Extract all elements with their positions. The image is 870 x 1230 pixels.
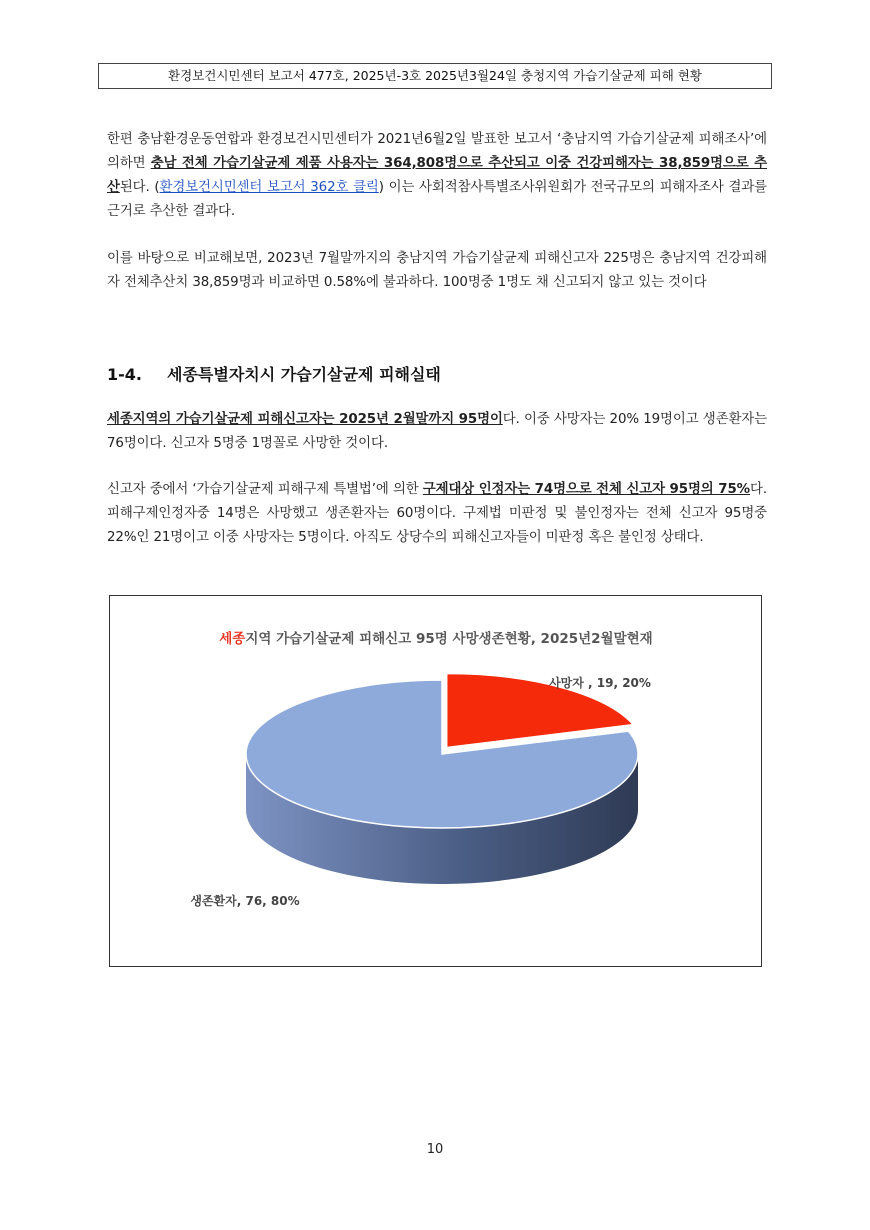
para4-text-1: 신고자 중에서 ‘가습기살균제 피해구제 특별법’에 의한 xyxy=(107,482,423,497)
section-heading xyxy=(107,362,441,385)
chart-title xyxy=(219,630,652,647)
section-title: 세종특별자치시 가습기살균제 피해실태 xyxy=(167,365,441,384)
page-number: 10 xyxy=(426,1142,444,1157)
chart-title-rest: 지역 가습기살균제 피해신고 95명 사망생존현황, 2025년2월말현재 xyxy=(245,631,653,647)
pie-chart-svg xyxy=(110,596,763,968)
slice-label-survivor: 생존환자, 76, 80% xyxy=(190,894,300,908)
paragraph-sejong-reports xyxy=(107,408,767,456)
para1-bold-estimate: 충남 전체 가습기살균제 제품 사용자는 364,808명으로 추산되고 이중 건강피해자는 38,859명으로 추산 xyxy=(107,156,768,195)
para1-text-1: 한편 충남환경운동연합과 환경보건시민센터가 2021년6월2일 발표한 보고서 ‘충남지역 가습기살균제 피해조사’에 의하면 xyxy=(107,132,767,171)
para1-text-3: ) 이는 사회적참사특별조사위원회가 전국규모의 피해자조사 결과를 근거로 추산한 결과다. xyxy=(107,180,768,219)
report-362-link[interactable]: 환경보건시민센터 보고서 362호 클릭 xyxy=(159,180,379,195)
section-number: 1-4. xyxy=(107,365,142,384)
para4-text-2: 다. 피해구제인정자중 14명은 사망했고 생존환자는 60명이다. 구제법 미판정 및 불인정자는 전체 신고자 95명중 22%인 21명이고 이중 사망자는 5명이다. 아직도 상당수의 피해신고자들이 미판정 혹은 불인정 상태다. xyxy=(107,482,767,545)
para3-bold-reports: 세종지역의 가습기살균제 피해신고자는 2025년 2월말까지 95명이 xyxy=(107,412,503,427)
para4-bold-recognized: 구제대상 인정자는 74명으로 전체 신고자 95명의 75% xyxy=(422,482,750,497)
paragraph-chungnam-estimate xyxy=(107,128,767,224)
paragraph-comparison: 이를 바탕으로 비교해보면, 2023년 7월말까지의 충남지역 가습기살균제 피해신고자 225명은 충남지역 건강피해자 전체추산치 38,859명과 비교하면 0.58%에 불과하다. 100명중 1명도 채 신고되지 않고 있는 것이다 xyxy=(107,251,767,290)
para1-text-2: 된다. ( xyxy=(119,180,160,195)
pie-slices xyxy=(246,674,638,884)
para3-text: 다. 이중 사망자는 20% 19명이고 생존환자는 76명이다. 신고자 5명중 1명꼴로 사망한 것이다. xyxy=(107,412,767,451)
page-header: 환경보건시민센터 보고서 477호, 2025년-3호 2025년3월24일 충청지역 가습기살균제 피해 현황 xyxy=(98,63,772,89)
slice-label-death: 사망자 , 19, 20% xyxy=(549,676,651,690)
chart-title-highlight: 세종 xyxy=(219,631,246,647)
paragraph-relief-recognition xyxy=(107,478,767,550)
pie-chart xyxy=(109,595,762,967)
